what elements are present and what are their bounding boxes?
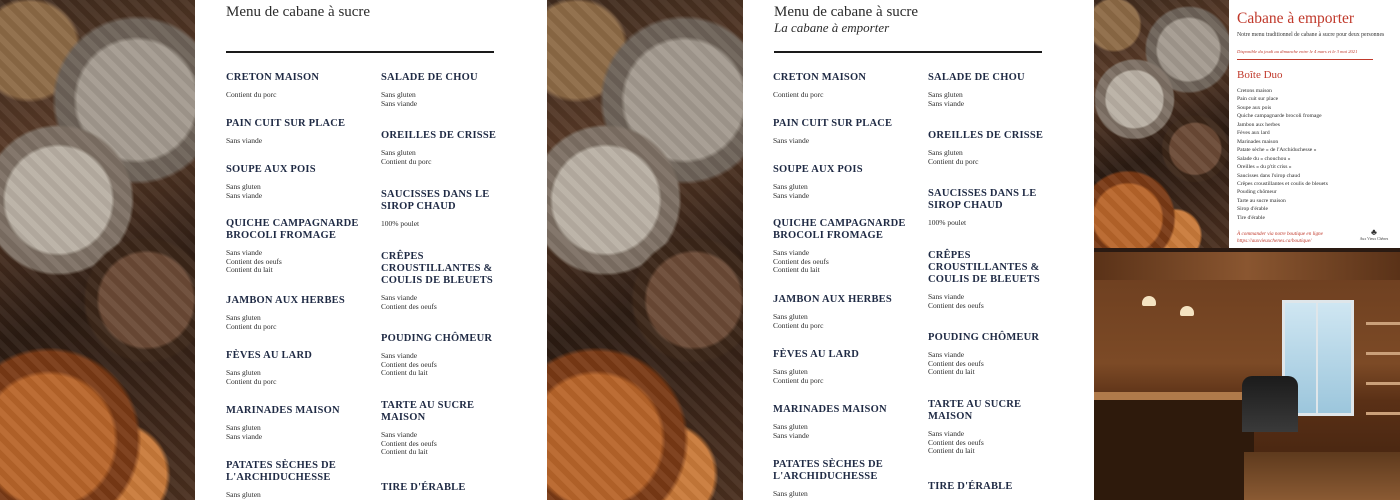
poster-item: Cretons maison <box>1237 88 1272 94</box>
menu-item-name: CRETON MAISON <box>773 72 867 83</box>
menu-item-tag: Sans viande <box>226 190 263 200</box>
menu-item-name: CRETON MAISON <box>226 72 320 83</box>
menu-item-tag: Sans viande <box>226 248 263 257</box>
poster-item: Crêpes croustillantes et coulis de bleuets <box>1237 180 1328 187</box>
menu-item <box>226 405 366 441</box>
ceiling <box>1094 252 1400 280</box>
menu-item <box>226 460 366 500</box>
menu-item-tag: Sans viande <box>773 430 810 440</box>
menu-item-tag: Sans viande <box>381 430 418 439</box>
menu-item <box>226 350 366 386</box>
menu-item-name: SAUCISSES DANS LE SIROP CHAUD <box>381 189 490 212</box>
menu-item-name: TIRE D'ÉRABLE <box>928 481 1013 492</box>
menu-item <box>773 404 913 440</box>
menu-item-tag: Sans gluten <box>773 367 808 376</box>
shelf <box>1366 322 1400 325</box>
menu-item-tag: Sans gluten <box>226 313 261 322</box>
menu-item <box>928 250 1068 310</box>
menu-item-name: FÈVES AU LARD <box>226 350 313 361</box>
menu-item-name: SALADE DE CHOU <box>381 72 478 83</box>
menu-item-name: TARTE AU SUCRE MAISON <box>928 399 1022 422</box>
menu-item-tag: Sans viande <box>773 190 810 200</box>
menu-item-tag: Contient du porc <box>226 376 277 386</box>
counter <box>1094 400 1254 500</box>
menu-item-name: SALADE DE CHOU <box>928 72 1025 83</box>
menu-item-name: SOUPE AUX POIS <box>773 164 863 175</box>
menu-item-tag: Sans viande <box>773 248 810 257</box>
shelf <box>1366 412 1400 415</box>
menu-item-tag: 100% poulet <box>928 218 967 227</box>
menu-page-1 <box>195 0 547 500</box>
menu-item-name: MARINADES MAISON <box>226 405 340 416</box>
poster-item: Marinades maison <box>1237 138 1279 145</box>
menu-item-tag: Sans viande <box>226 136 263 145</box>
menu-item <box>928 481 1068 493</box>
menu-item-tag: Contient du lait <box>226 265 273 274</box>
food-photo-top-right <box>1094 0 1229 248</box>
menu-item-tag: Sans gluten <box>226 368 261 377</box>
menu-item <box>226 118 366 146</box>
menu-item-name: JAMBON AUX HERBES <box>226 295 345 306</box>
menu-item-tag: Sans viande <box>928 350 965 359</box>
menu-item <box>773 118 913 146</box>
menu-item-name: CRÊPES CROUSTILLANTES & COULIS DE BLEUETS <box>381 251 493 286</box>
menu-item-tag: Contient du porc <box>226 321 277 331</box>
menu-item-tag: Sans viande <box>928 292 965 301</box>
menu-item-tag: Contient du porc <box>928 156 979 166</box>
poster-box-title: Boîte Duo <box>1237 69 1283 81</box>
menu-item-tag: Sans gluten <box>381 90 416 99</box>
menu-item-tag: Sans viande <box>928 429 965 438</box>
poster-description: Notre menu traditionnel de cabane à sucre pour deux personnes <box>1237 32 1385 38</box>
menu-item-name: SAUCISSES DANS LE SIROP CHAUD <box>928 188 1037 211</box>
poster-item: Salade du « chouchou » <box>1237 155 1291 162</box>
menu-item-tag: Contient du lait <box>928 446 975 455</box>
menu-item-tag: Contient des oeufs <box>381 301 437 311</box>
poster-item: Quiche campagnarde brocoli fromage <box>1237 113 1322 120</box>
divider <box>226 51 494 53</box>
menu-item-tag: Sans viande <box>226 431 263 441</box>
menu-item-name: JAMBON AUX HERBES <box>773 294 892 305</box>
menu-title: Menu de cabane à sucre <box>774 4 919 20</box>
menu-item-name: PATATES SÈCHES DE L'ARCHIDUCHESSE <box>226 460 336 483</box>
menu-item-tag: Contient du lait <box>381 368 428 377</box>
menu-item <box>928 130 1068 166</box>
poster-item: Pain cuit sur place <box>1237 96 1279 103</box>
menu-item-name: PAIN CUIT SUR PLACE <box>773 118 893 129</box>
display-case <box>1242 376 1298 432</box>
menu-item <box>381 482 521 494</box>
poster-item: Tire d'érable <box>1237 214 1265 221</box>
menu-item-tag: Contient des oeufs <box>381 438 437 448</box>
menu-item <box>226 72 366 100</box>
menu-item <box>381 130 521 166</box>
menu-item-tag: Sans gluten <box>226 423 261 432</box>
poster-item-list <box>1237 87 1328 222</box>
menu-item <box>773 459 913 499</box>
menu-item-tag: Contient des oeufs <box>226 256 282 266</box>
menu-item <box>226 164 366 200</box>
menu-item-name: CRÊPES CROUSTILLANTES & COULIS DE BLEUETS <box>928 250 1040 285</box>
ceiling-lamp <box>1142 296 1156 306</box>
menu-item-tag: Sans gluten <box>773 422 808 431</box>
menu-item <box>226 218 366 275</box>
menu-item <box>381 251 521 311</box>
poster-item: Saucisses dans l'sirop chaud <box>1237 172 1300 179</box>
poster-order-link[interactable]: https://auxvieuxchenes.ca/boutique/ <box>1237 238 1312 244</box>
menu-item-tag: Sans gluten <box>773 312 808 321</box>
food-photo-left <box>0 0 195 500</box>
menu-title: Menu de cabane à sucre <box>226 4 371 20</box>
menu-subtitle: La cabane à emporter <box>774 20 890 35</box>
poster-dates: Disponible du jeudi au dimanche entre le 4 mars et le 3 mai 2021 <box>1237 49 1358 54</box>
menu-item-name: TARTE AU SUCRE MAISON <box>381 400 475 423</box>
brand-logo <box>1358 228 1390 244</box>
poster-item: Patate sèche « de l'Archiduchesse » <box>1237 147 1317 154</box>
menu-item <box>773 349 913 385</box>
menu-item-tag: Sans gluten <box>773 489 808 498</box>
menu-item-tag: Contient du lait <box>928 367 975 376</box>
menu-item <box>773 294 913 330</box>
menu-item-tag: Sans gluten <box>928 90 963 99</box>
takeout-poster <box>1229 0 1400 248</box>
divider <box>774 51 1042 53</box>
poster-item: Pouding chômeur <box>1237 189 1277 196</box>
poster-item: Fèves aux lard <box>1237 130 1270 137</box>
menu-item-tag: Sans gluten <box>226 490 261 499</box>
menu-item <box>928 188 1068 228</box>
menu-item <box>773 218 913 275</box>
poster-item: Sirop d'érable <box>1237 206 1268 213</box>
menu-item-name: TIRE D'ÉRABLE <box>381 482 466 493</box>
menu-item-tag: Contient des oeufs <box>381 359 437 369</box>
menu-item-tag: Sans viande <box>381 98 418 108</box>
menu-item-name: MARINADES MAISON <box>773 404 887 415</box>
menu-item-tag: Contient du porc <box>773 90 824 99</box>
menu-item <box>226 295 366 331</box>
menu-page-2 <box>743 0 1094 500</box>
shop-interior-photo <box>1094 252 1400 500</box>
tree-icon: ♣ <box>1371 227 1377 237</box>
shelf <box>1366 352 1400 355</box>
menu-item-tag: Contient du porc <box>226 90 277 99</box>
menu-item-name: PATATES SÈCHES DE L'ARCHIDUCHESSE <box>773 459 883 482</box>
poster-item: Jambon aux herbes <box>1237 121 1280 128</box>
menu-item-tag: Contient du porc <box>773 320 824 330</box>
menu-item-tag: Sans gluten <box>381 148 416 157</box>
menu-item-tag: Sans gluten <box>226 182 261 191</box>
menu-item <box>928 399 1068 456</box>
menu-item-tag: Contient des oeufs <box>928 300 984 310</box>
menu-item <box>381 333 521 378</box>
poster-order-info <box>1237 231 1323 245</box>
menu-item-name: POUDING CHÔMEUR <box>928 332 1040 343</box>
menu-item-tag: Contient du lait <box>773 265 820 274</box>
poster-item: Oreilles « du p'tit criss » <box>1237 164 1292 171</box>
shelf <box>1366 382 1400 385</box>
menu-item-tag: Sans viande <box>928 98 965 108</box>
poster-title: Cabane à emporter <box>1237 10 1355 27</box>
menu-item-name: SOUPE AUX POIS <box>226 164 316 175</box>
menu-item-name: OREILLES DE CRISSE <box>928 130 1044 141</box>
ceiling-lamp <box>1180 306 1194 316</box>
menu-item-tag: Sans gluten <box>928 148 963 157</box>
menu-item-name: OREILLES DE CRISSE <box>381 130 497 141</box>
menu-item-tag: Sans viande <box>381 293 418 302</box>
menu-item-tag: Sans viande <box>773 136 810 145</box>
menu-item-tag: Sans viande <box>381 351 418 360</box>
floor <box>1244 452 1400 500</box>
menu-item <box>381 400 521 457</box>
menu-item <box>381 72 521 108</box>
menu-item-tag: Contient du porc <box>773 375 824 385</box>
poster-divider <box>1237 59 1373 60</box>
menu-item <box>773 72 913 100</box>
menu-item-tag: 100% poulet <box>381 219 420 228</box>
menu-item <box>381 189 521 229</box>
menu-item-tag: Sans gluten <box>773 182 808 191</box>
poster-order-text: À commander via notre boutique en ligne <box>1237 231 1323 237</box>
menu-item-tag: Contient des oeufs <box>773 256 829 266</box>
menu-item-name: QUICHE CAMPAGNARDE BROCOLI FROMAGE <box>773 218 906 241</box>
brand-logo-text: Aux Vieux Chênes <box>1359 237 1389 241</box>
menu-item-name: FÈVES AU LARD <box>773 349 860 360</box>
menu-item-tag: Contient des oeufs <box>928 358 984 368</box>
poster-item: Soupe aux pois <box>1237 104 1272 111</box>
menu-item-tag: Contient du porc <box>381 156 432 166</box>
menu-item-name: POUDING CHÔMEUR <box>381 333 493 344</box>
menu-item-name: QUICHE CAMPAGNARDE BROCOLI FROMAGE <box>226 218 359 241</box>
menu-item-name: PAIN CUIT SUR PLACE <box>226 118 346 129</box>
poster-item: Tarte au sucre maison <box>1237 197 1286 204</box>
menu-item-tag: Contient des oeufs <box>928 437 984 447</box>
menu-item <box>773 164 913 200</box>
menu-item-tag: Contient du lait <box>381 447 428 456</box>
food-photo-middle <box>547 0 743 500</box>
menu-item <box>928 72 1068 108</box>
menu-item <box>928 332 1068 377</box>
